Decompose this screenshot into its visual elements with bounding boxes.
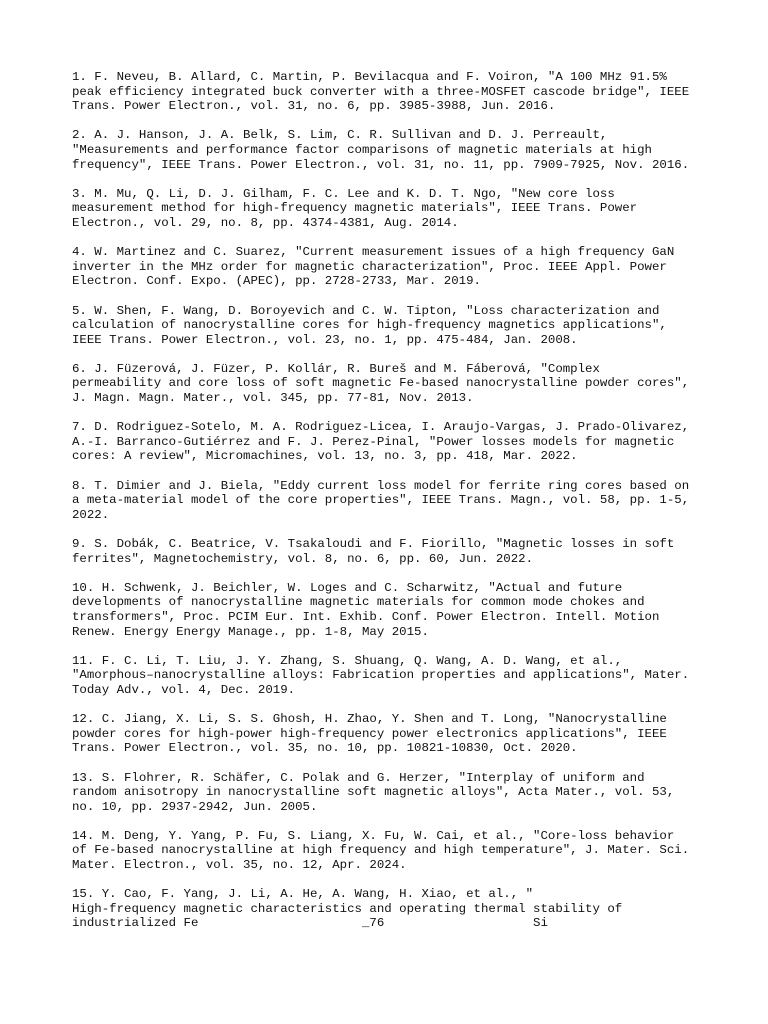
reference-item: 11. F. C. Li, T. Liu, J. Y. Zhang, S. Shuang, Q. Wang, A. D. Wang, et al., "Amorphous–nanocrystalline alloys: Fabrication properties and applications", Mater. Today Adv., vol. 4, Dec. 2019. xyxy=(72,653,690,697)
reference-item: 13. S. Flohrer, R. Schäfer, C. Polak and G. Herzer, "Interplay of uniform and random anisotropy in nanocrystalline soft magnetic alloys", Acta Mater., vol. 53, no. 10, pp. 2937-2942, Jun. 2005. xyxy=(72,770,675,814)
reference-item: 15. Y. Cao, F. Yang, J. Li, A. He, A. Wang, H. Xiao, et al., " High-frequency magnetic characteristics and operating thermal stability of industrialized Fe _76 Si xyxy=(72,887,623,931)
reference-item: 7. D. Rodriguez-Sotelo, M. A. Rodriguez-Licea, I. Araujo-Vargas, J. Prado-Olivarez, A.-I. Barranco-Gutiérrez and F. J. Perez-Pinal, "Power losses models for magnetic cores: A review", Micromachines, vol. 13, no. 3, pp. 418, Mar. 2022. xyxy=(72,420,690,464)
reference-item: 3. M. Mu, Q. Li, D. J. Gilham, F. C. Lee and K. D. T. Ngo, "New core loss measurement method for high-frequency magnetic materials", IEEE Trans. Power Electron., vol. 29, no. 8, pp. 4374-4381, Aug. 2014. xyxy=(72,186,638,230)
reference-item: 8. T. Dimier and J. Biela, "Eddy current loss model for ferrite ring cores based on a meta-material model of the core properties", IEEE Trans. Magn., vol. 58, pp. 1-5, 2022. xyxy=(72,478,690,522)
reference-item: 12. C. Jiang, X. Li, S. S. Ghosh, H. Zhao, Y. Shen and T. Long, "Nanocrystalline powder cores for high-power high-frequency power electronics applications", IEEE Trans. Power Electron., vol. 35, no. 10, pp. 10821-10830, Oct. 2020. xyxy=(72,712,667,756)
reference-item: 1. F. Neveu, B. Allard, C. Martin, P. Bevilacqua and F. Voiron, "A 100 MHz 91.5% peak efficiency integrated buck converter with a three-MOSFET cascode bridge", IEEE Trans. Power Electron., vol. 31, no. 6, pp. 3985-3988, Jun. 2016. xyxy=(72,70,690,114)
reference-item: 5. W. Shen, F. Wang, D. Boroyevich and C. W. Tipton, "Loss characterization and calculation of nanocrystalline cores for high-frequency magnetics applications", IEEE Trans. Power Electron., vol. 23, no. 1, pp. 475-484, Jan. 2008. xyxy=(72,303,667,347)
reference-item: 9. S. Dobák, C. Beatrice, V. Tsakaloudi and F. Fiorillo, "Magnetic losses in soft ferrites", Magnetochemistry, vol. 8, no. 6, pp. 60, Jun. 2022. xyxy=(72,537,675,566)
reference-item: 10. H. Schwenk, J. Beichler, W. Loges and C. Scharwitz, "Actual and future developments of nanocrystalline magnetic materials for common mode chokes and transformers", Proc. PCIM Eur. Int. Exhib. Conf. Power Electron. Intell. Motion Renew. Energy Energy Manage., pp. 1-8, May 2015. xyxy=(72,580,660,639)
reference-item: 6. J. Füzerová, J. Füzer, P. Kollár, R. Bureš and M. Fáberová, "Complex permeability and core loss of soft magnetic Fe-based nanocrystalline powder cores", J. Magn. Magn. Mater., vol. 345, pp. 77-81, Nov. 2013. xyxy=(72,361,690,406)
reference-item: 2. A. J. Hanson, J. A. Belk, S. Lim, C. R. Sullivan and D. J. Perreault, "Measurements and performance factor comparisons of magnetic materials at high frequency", IEEE Trans. Power Electron., vol. 31, no. 11, pp. 7909-7925, Nov. 2016. xyxy=(72,128,690,172)
reference-list xyxy=(72,70,712,946)
reference-item: 14. M. Deng, Y. Yang, P. Fu, S. Liang, X. Fu, W. Cai, et al., "Core-loss behavior of Fe-based nanocrystalline at high frequency and high temperature", J. Mater. Sci. Mater. Electron., vol. 35, no. 12, Apr. 2024. xyxy=(72,828,690,873)
reference-item: 4. W. Martinez and C. Suarez, "Current measurement issues of a high frequency GaN inverter in the MHz order for magnetic characterization", Proc. IEEE Appl. Power Electron. Conf. Expo. (APEC), pp. 2728-2733, Mar. 2019. xyxy=(72,245,675,289)
